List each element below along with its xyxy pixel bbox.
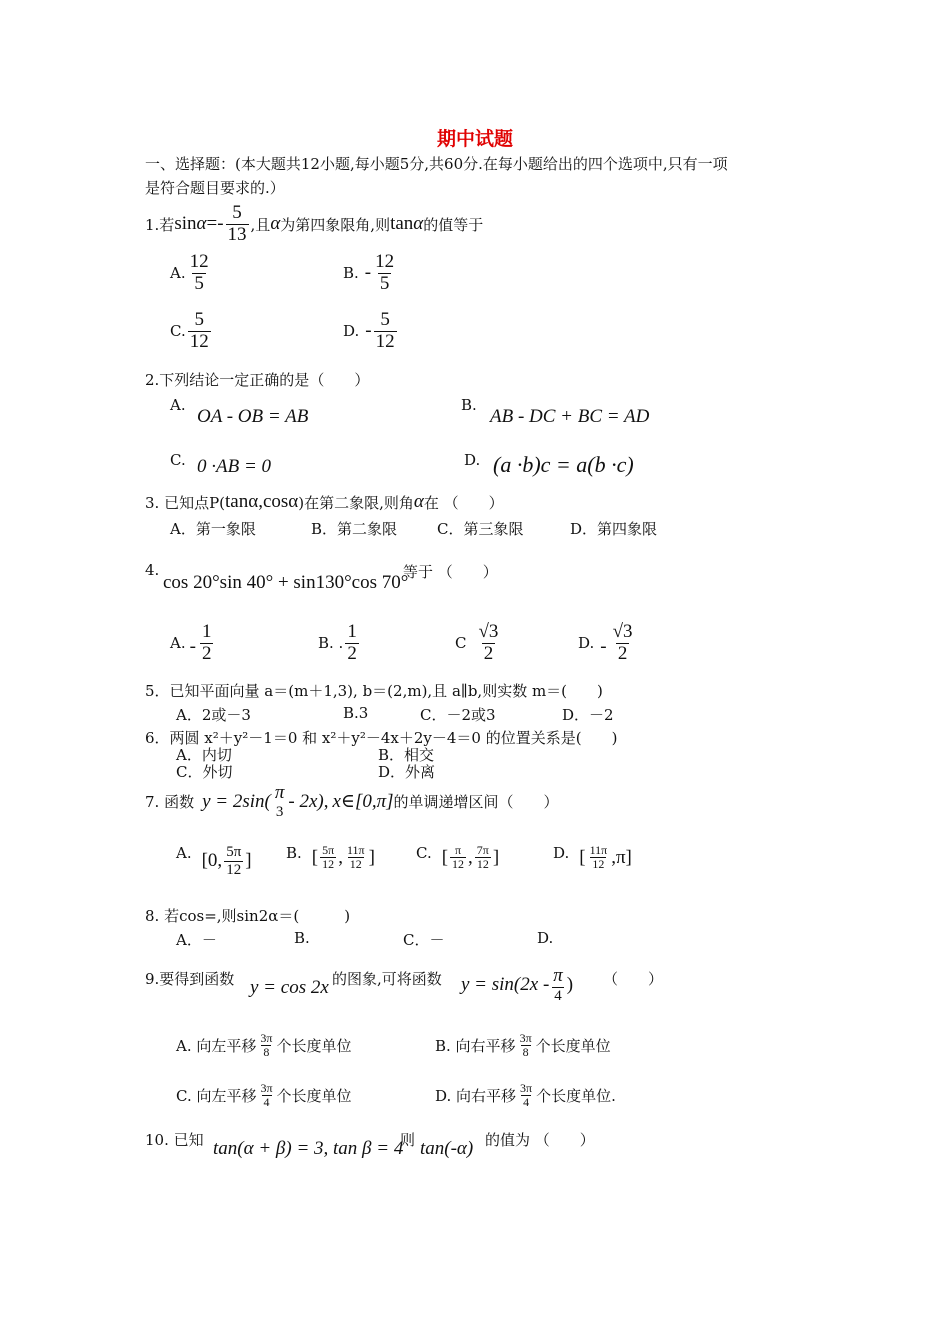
q1-alpha: α (196, 213, 207, 235)
q3-expr: tanα,cosα (225, 491, 299, 512)
q7-option-a[interactable]: A. [0, $\frac{5\pi}{12}$ ] (176, 844, 252, 878)
q1-sin: sin (174, 213, 197, 235)
q2-option-d-label[interactable]: D. (464, 451, 481, 469)
q5-option-c[interactable]: C．－2或3 (420, 706, 496, 724)
q2-option-b-label[interactable]: B. (461, 396, 477, 414)
q6-option-c[interactable]: C．外切 (176, 763, 233, 781)
question-9-pre: 9.要得到函数 (145, 970, 235, 988)
q2-option-a-expr: OA - OB = AB (197, 406, 309, 427)
q1-option-b[interactable]: B. - $\frac{12}{5}$ (343, 251, 395, 294)
q5-option-a[interactable]: A．2或－3 (176, 706, 251, 724)
q10-mid: 则 (400, 1131, 416, 1149)
q6-option-b[interactable]: B．相交 (378, 746, 435, 764)
q2-option-b-expr: AB - DC + BC = AD (490, 406, 650, 427)
q8-option-a[interactable]: A．－ (176, 931, 217, 949)
q3-option-c[interactable]: C．第三象限 (437, 520, 524, 538)
q10-end: 的值为 （ ） (485, 1131, 595, 1149)
q9-option-a[interactable]: A. 向左平移 $\frac{3\pi}{8}$ 个长度单位 (176, 1031, 352, 1060)
instructions-line-1: 一、选择题：(本大题共12小题,每小题5分,共60分.在每小题给出的四个选项中,只有一项 (145, 155, 728, 173)
q7-option-c[interactable]: C. [ $\frac{\pi}{12}$ , $\frac{7\pi}{12}$ ] (416, 843, 500, 872)
q7-option-b[interactable]: B. [ $\frac{5\pi}{12}$ , $\frac{11\pi}{12}$ ] (286, 843, 375, 872)
q4-option-a[interactable]: A. - $\frac{1}{2}$ (170, 621, 212, 664)
question-2-stem: 2.下列结论一定正确的是（ ） (145, 371, 370, 389)
q1-mid2: 为第四象限角,则 (280, 215, 391, 234)
q1-fraction: $\frac{5}{13}$ (227, 202, 247, 245)
q9-option-b[interactable]: B. 向右平移 $\frac{3\pi}{8}$ 个长度单位 (435, 1031, 611, 1060)
q3-option-a[interactable]: A．第一象限 (170, 520, 256, 538)
q3-option-d[interactable]: D．第四象限 (570, 520, 658, 538)
q5-option-d[interactable]: D．－2 (562, 706, 614, 724)
page-title: 期中试题 (437, 128, 514, 150)
q6-option-a[interactable]: A．内切 (176, 746, 232, 764)
q8-option-b[interactable]: B. (294, 929, 310, 947)
q4-option-d[interactable]: D. - $\frac{√3}{2}$ (578, 621, 633, 664)
q9-option-d[interactable]: D. 向右平移 $\frac{3\pi}{4}$ 个长度单位. (435, 1081, 616, 1110)
q1-alpha-3: α (413, 213, 424, 235)
q5-option-b[interactable]: B.3 (343, 704, 369, 722)
question-6-stem: 6．两圆 x²＋y²－1＝0 和 x²＋y²－4x＋2y－4＝0 的位置关系是( ) (145, 729, 618, 747)
q1-mid: ,且 (250, 215, 271, 234)
question-7-stem: 7. 函数 y = 2sin( π 3 - 2x) , x∈[0,π] 的单调递增区间（ ） (145, 782, 559, 820)
q9-end: （ ） (603, 970, 664, 988)
q1-option-a[interactable]: A. $\frac{12}{5}$ (170, 251, 209, 294)
q2-option-c-expr: 0 ·AB = 0 (197, 456, 272, 477)
question-10-pre: 10. 已知 (145, 1131, 204, 1149)
q9-mid: 的图象,可将函数 (332, 970, 442, 988)
question-4-number: 4. (145, 561, 160, 579)
q7-option-d[interactable]: D. [ $\frac{11\pi}{12}$ ,π] (553, 843, 632, 872)
question-1-stem (145, 203, 483, 246)
question-8-stem: 8. 若cos=,则sin2α＝( ) (145, 907, 351, 925)
q3-option-b[interactable]: B．第二象限 (311, 520, 398, 538)
q10-expr1: tan(α + β) = 3, tan β = 4 (213, 1138, 404, 1159)
instructions-line-2: 是符合题目要求的.） (145, 179, 285, 197)
q9-expr1: y = cos 2x (250, 977, 329, 998)
q1-alpha-2: α (270, 213, 281, 235)
q2-option-d-expr: (a ·b)c = a(b ·c) (493, 452, 634, 477)
q10-expr2: tan(-α) (420, 1138, 474, 1159)
q4-option-c[interactable]: C $\frac{√3}{2}$ (455, 621, 499, 664)
q6-option-d[interactable]: D．外离 (378, 763, 436, 781)
q9-expr2: y = sin(2x - $\frac{\pi}{4}$ ) (461, 965, 574, 1004)
question-5-stem: 5．已知平面向量 a＝(m＋1,3), b＝(2,m),且 a∥b,则实数 m＝( ) (145, 682, 603, 700)
q1-tan: tan (390, 213, 414, 235)
q4-option-b[interactable]: B. . $\frac{1}{2}$ (318, 621, 357, 664)
q1-eq: =- (206, 213, 224, 235)
q1-end: 的值等于 (423, 215, 484, 234)
q8-option-c[interactable]: C．－ (403, 931, 445, 949)
q8-option-d[interactable]: D. (537, 929, 554, 947)
q2-option-a-label[interactable]: A. (170, 396, 186, 414)
q4-end: 等于 （ ） (403, 563, 498, 581)
q1-option-d[interactable]: D. - $\frac{5}{12}$ (343, 309, 395, 352)
q1-option-c[interactable]: C. $\frac{5}{12}$ (170, 309, 209, 352)
q1-number: 1.若 (145, 215, 175, 234)
q2-option-c-label[interactable]: C. (170, 451, 186, 469)
q4-expr: cos 20°sin 40° + sin130°cos 70° (163, 572, 409, 593)
q9-option-c[interactable]: C. 向左平移 $\frac{3\pi}{4}$ 个长度单位 (176, 1081, 352, 1110)
question-3-stem: 3. 已知点P( tanα,cosα )在第二象限,则角 α 在 （ ） (145, 491, 504, 512)
